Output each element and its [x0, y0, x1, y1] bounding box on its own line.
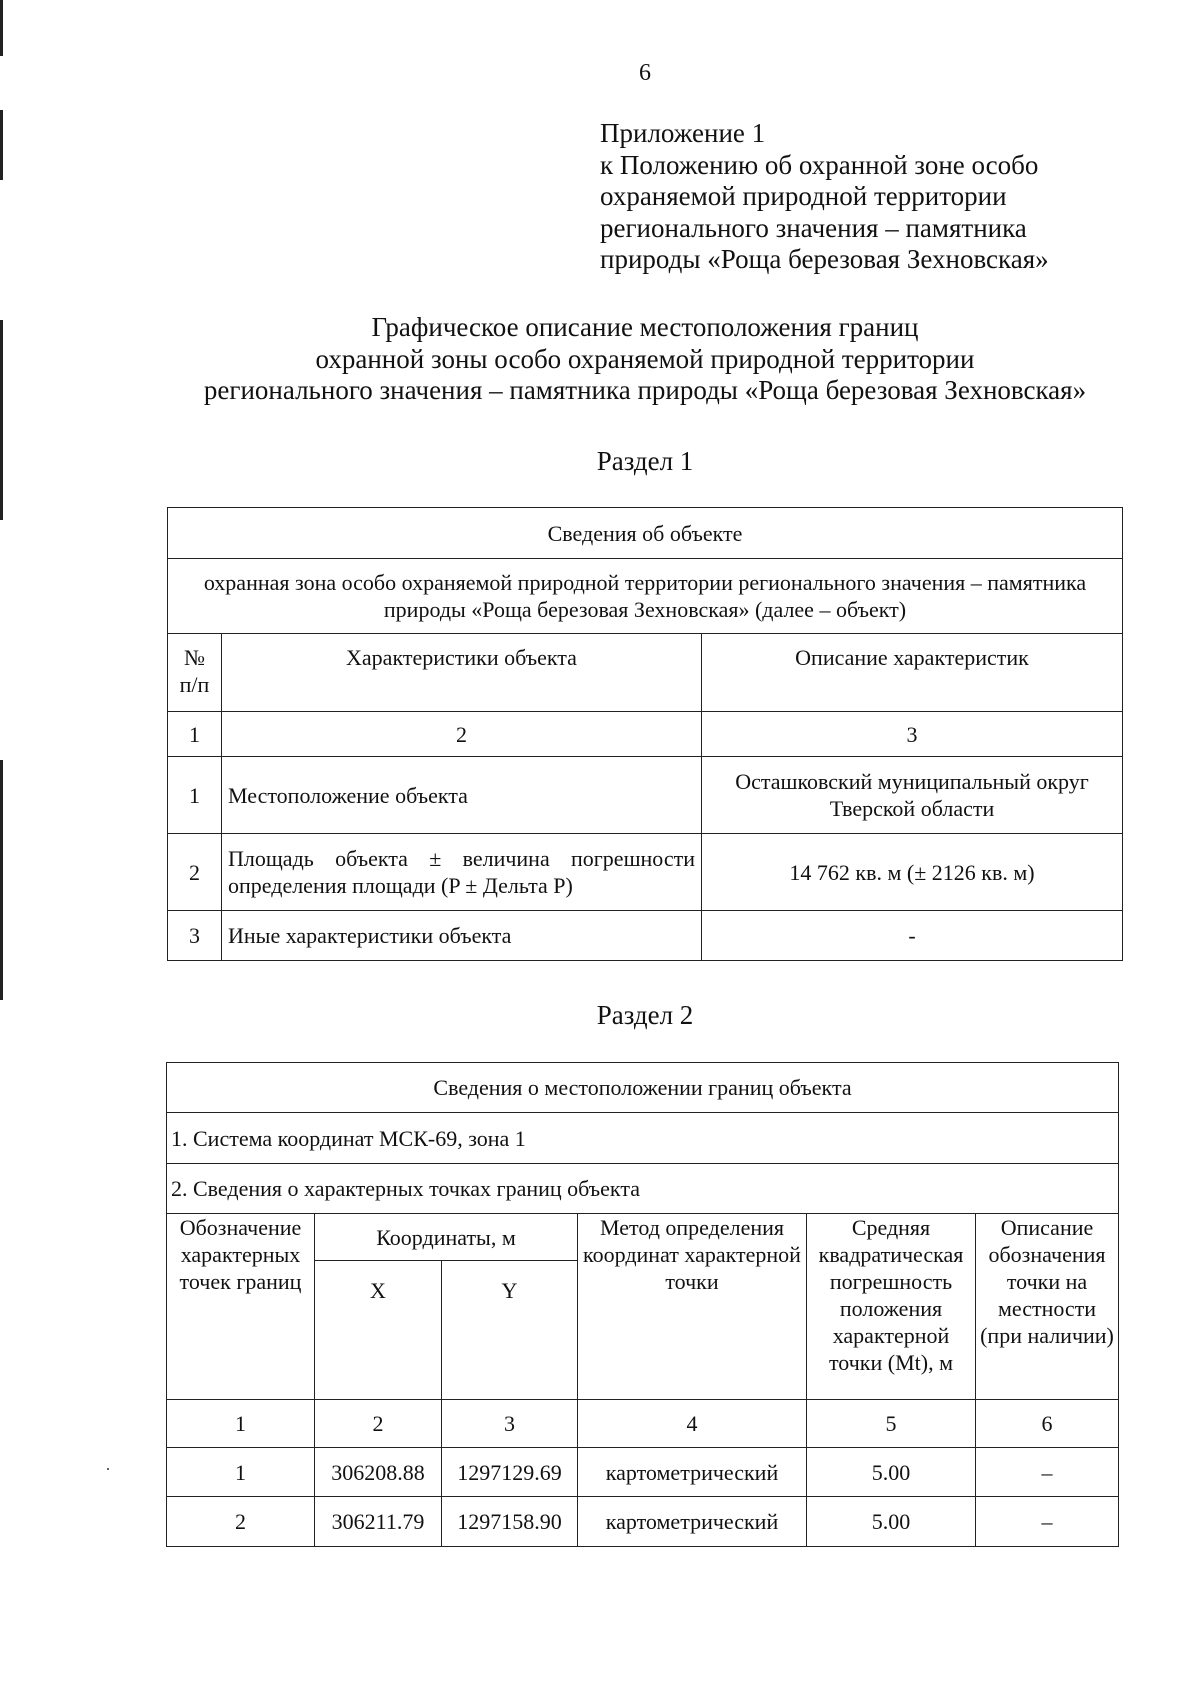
appendix-line: регионального значения – памятника: [600, 212, 1027, 243]
col-number-cell: 3: [702, 712, 1123, 757]
table-row: [168, 834, 1123, 911]
col-number-cell: 1: [168, 712, 222, 757]
row-number: 2: [168, 834, 222, 911]
table-title: Сведения о местоположении границ объекта: [167, 1063, 1119, 1113]
point-method: картометрический: [578, 1448, 807, 1497]
col-number-cell: 4: [578, 1400, 807, 1448]
section-2-heading: Раздел 2: [596, 1000, 694, 1030]
characteristic-value: Осташковский муниципальный округ Тверской области: [702, 757, 1123, 834]
title-line: регионального значения – памятника природы «Роща березовая Зехновская»: [203, 375, 1087, 405]
title-line: Графическое описание местоположения границ: [371, 312, 919, 342]
point-id: 1: [167, 1448, 315, 1497]
coordinate-system: 1. Система координат МСК-69, зона 1: [167, 1113, 1119, 1164]
object-info-table: [167, 507, 1123, 961]
point-description: –: [976, 1448, 1119, 1497]
point-y: 1297158.90: [442, 1497, 578, 1547]
point-y: 1297129.69: [442, 1448, 578, 1497]
points-section-title: 2. Сведения о характерных точках границ объекта: [167, 1164, 1119, 1214]
col-header-point-description: Описание обозначения точки на местности (при наличии): [976, 1214, 1119, 1400]
row-number: 3: [168, 911, 222, 961]
col-number-cell: 2: [315, 1400, 442, 1448]
appendix-line: Приложение 1: [600, 118, 766, 148]
characteristic-value: -: [702, 911, 1123, 961]
point-error: 5.00: [807, 1497, 976, 1547]
col-header-y: Y: [442, 1261, 578, 1400]
table-row: [168, 911, 1123, 961]
page-number: 6: [639, 60, 651, 86]
scan-speck: [107, 1468, 109, 1470]
appendix-line: природы «Роща березовая Зехновская»: [600, 244, 1049, 274]
title-line: охранной зоны особо охраняемой природной территории: [315, 343, 975, 374]
scan-edge-mark: [0, 110, 3, 180]
col-header-error: Средняя квадратическая погрешность положения характерной точки (Mt), м: [807, 1214, 976, 1400]
scan-edge-mark: [0, 760, 3, 1000]
characteristic-name: Площадь объекта ± величина погрешности определения площади (P ± Дельта P): [222, 834, 702, 911]
row-number: 1: [168, 757, 222, 834]
table-title: Сведения об объекте: [168, 508, 1123, 559]
appendix-line: охраняемой природной территории: [600, 181, 1007, 211]
point-description: –: [976, 1497, 1119, 1547]
col-header-designation: Обозначение характерных точек границ: [167, 1214, 315, 1400]
col-number-cell: 3: [442, 1400, 578, 1448]
table-row: [167, 1448, 1119, 1497]
boundary-points-table: [166, 1062, 1119, 1547]
col-header-number: № п/п: [168, 634, 222, 712]
document-title: [0, 312, 1200, 407]
characteristic-name: Иные характеристики объекта: [222, 911, 702, 961]
col-header-x: X: [315, 1261, 442, 1400]
point-method: картометрический: [578, 1497, 807, 1547]
table-row: [168, 757, 1123, 834]
point-id: 2: [167, 1497, 315, 1547]
col-number-cell: 6: [976, 1400, 1119, 1448]
point-error: 5.00: [807, 1448, 976, 1497]
col-header-method: Метод определения координат характерной точки: [578, 1214, 807, 1400]
object-description: охранная зона особо охраняемой природной территории регионального значения – памятника природы «Роща березовая Зехновская» (далее – объект): [168, 559, 1123, 634]
col-number-cell: 2: [222, 712, 702, 757]
table-row: [167, 1497, 1119, 1547]
point-x: 306211.79: [315, 1497, 442, 1547]
col-header-coordinates: Координаты, м: [315, 1214, 578, 1261]
point-x: 306208.88: [315, 1448, 442, 1497]
col-header-description: Описание характеристик: [702, 634, 1123, 712]
appendix-line: к Положению об охранной зоне особо: [600, 149, 1039, 180]
col-number-cell: 1: [167, 1400, 315, 1448]
appendix-note: [600, 118, 1049, 276]
characteristic-name: Местоположение объекта: [222, 757, 702, 834]
section-1-heading: Раздел 1: [596, 446, 694, 476]
characteristic-value: 14 762 кв. м (± 2126 кв. м): [702, 834, 1123, 911]
scan-edge-mark: [0, 0, 3, 56]
col-header-characteristic: Характеристики объекта: [222, 634, 702, 712]
col-number-cell: 5: [807, 1400, 976, 1448]
